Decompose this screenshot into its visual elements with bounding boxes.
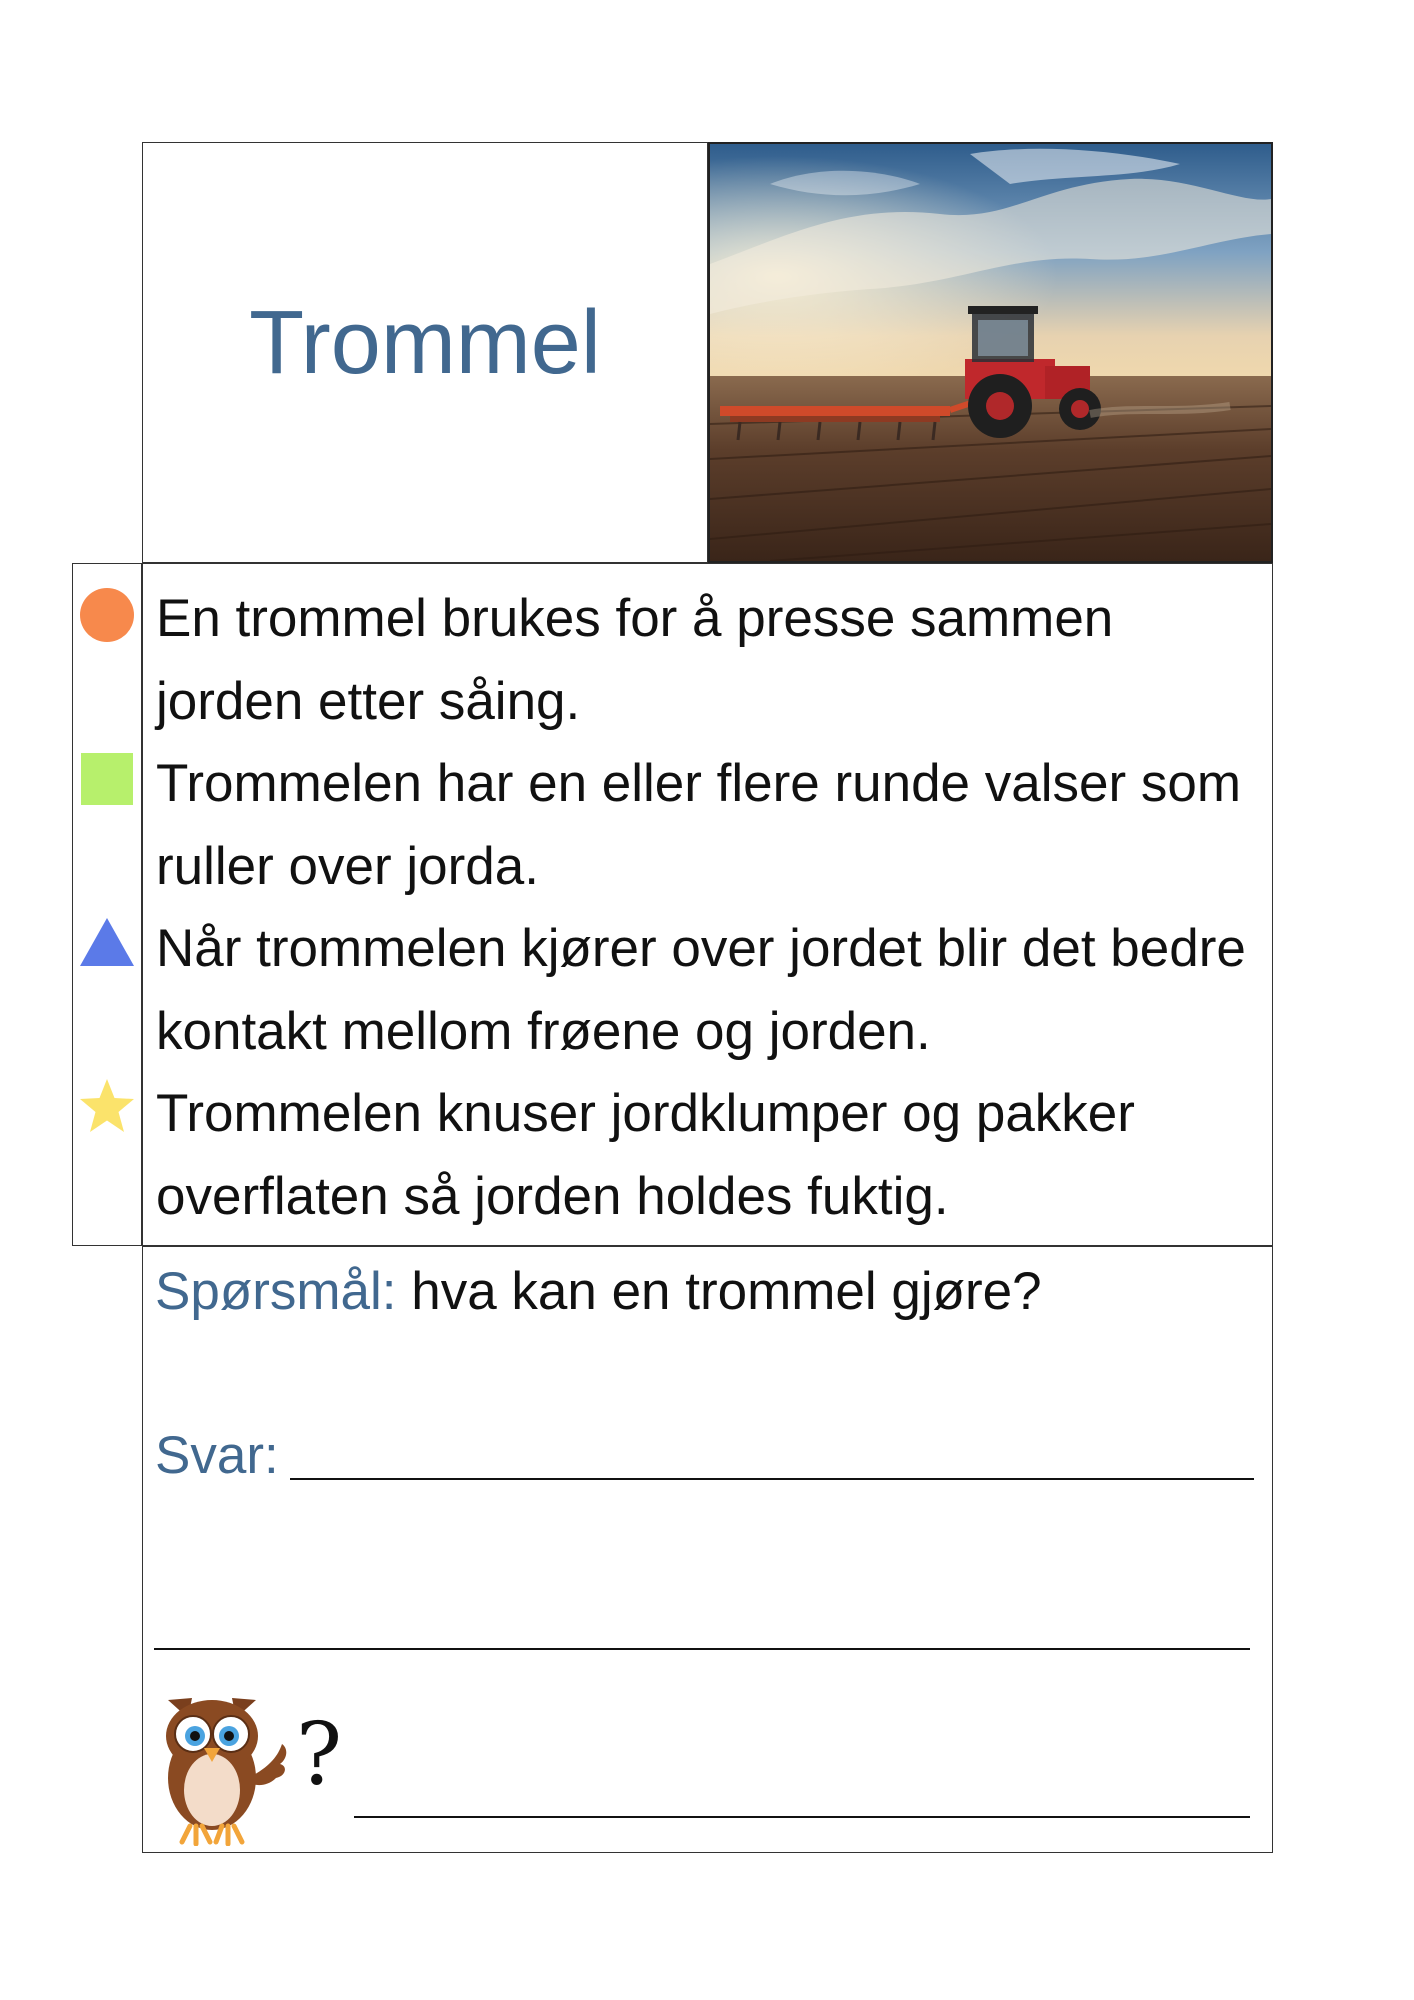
green-square-icon [80,752,134,806]
symbol-column [72,563,142,1246]
owl-icon [158,1686,292,1846]
facts-text [156,578,1266,1238]
page-title: Trommel [249,293,601,393]
question-text: hva kan en trommel gjøre? [411,1262,1042,1321]
question-label: Spørsmål: [155,1262,397,1321]
answer-line-3[interactable] [354,1816,1250,1818]
fact-1: En trommel brukes for å presse sammen jorden etter såing. [156,589,1114,731]
fact-4: Trommelen knuser jordklumper og pakker overflaten så jorden holdes fuktig. [156,1084,1135,1226]
answer-label: Svar: [155,1426,279,1485]
yellow-star-icon [76,1076,138,1136]
orange-circle-icon [78,586,136,644]
fact-3: Når trommelen kjører over jordet blir det bedre kontakt mellom frøene og jorden. [156,919,1246,1061]
tractor-photo [708,142,1273,563]
title-cell [142,142,708,563]
fact-2: Trommelen har en eller flere runde valser som ruller over jorda. [156,754,1241,896]
answer-line-1[interactable] [290,1478,1254,1480]
question-mark: ? [296,1705,343,1805]
tractor-field-image [710,144,1271,561]
question-line [155,1262,1042,1322]
blue-triangle-icon [78,916,136,968]
answer-line-2[interactable] [154,1648,1250,1650]
